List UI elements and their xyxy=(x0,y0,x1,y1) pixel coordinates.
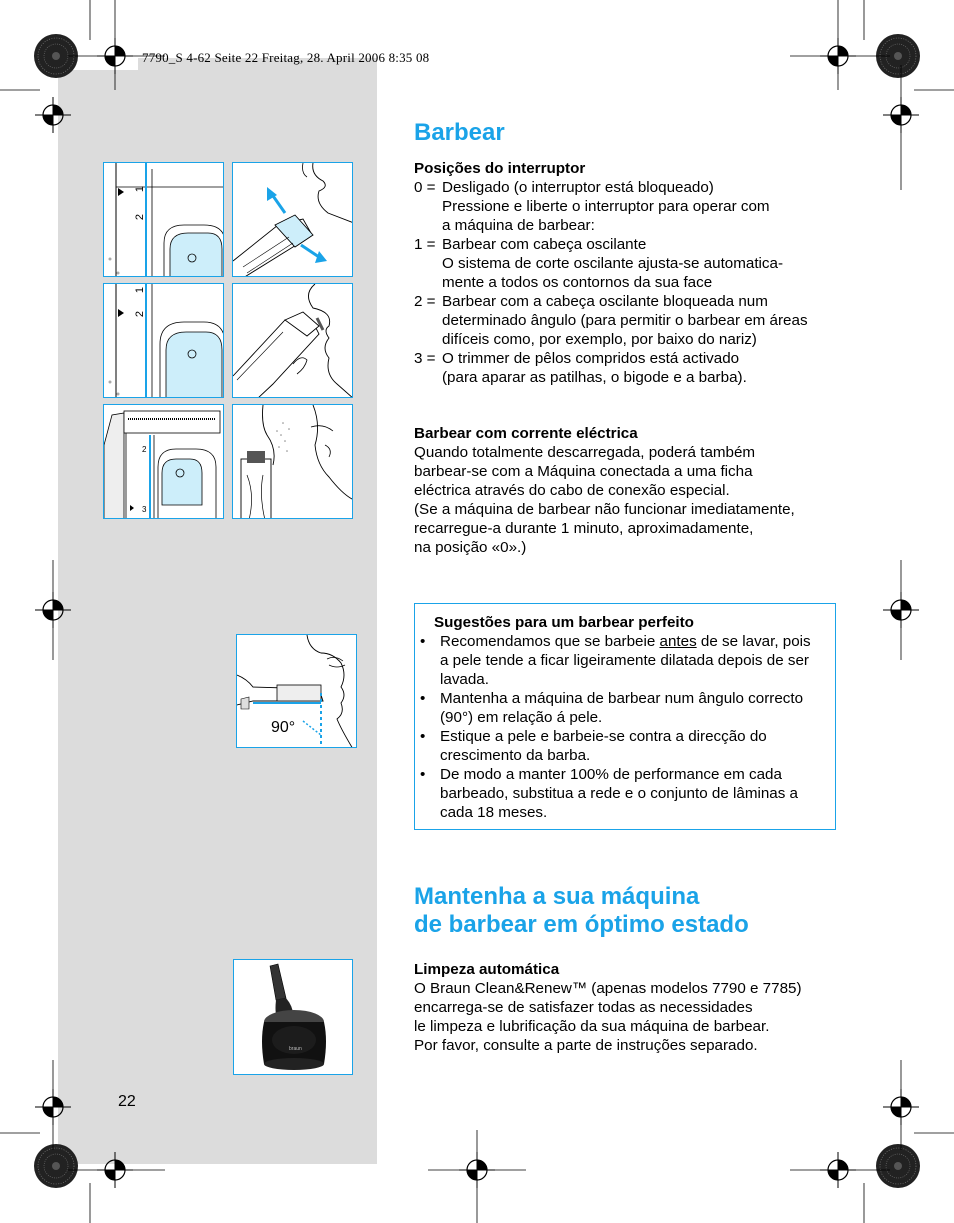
page-number: 22 xyxy=(118,1093,136,1110)
switch-item-0: 0 = Desligado (o interruptor está bloqueado) xyxy=(414,179,714,196)
figure-switch-position-2 xyxy=(103,283,224,398)
print-line: 7790_S 4-62 Seite 22 Freitag, 28. April 2006 8:35 08 xyxy=(142,50,430,65)
auto-cleaning-heading: Limpeza automática xyxy=(414,961,560,978)
switch-item-3: 3 = O trimmer de pêlos compridos está activado xyxy=(414,350,740,367)
switch-label-3: 3 xyxy=(142,505,147,514)
star-target-bl xyxy=(34,1144,78,1188)
switch-label-2b: 2 xyxy=(134,310,147,318)
brand-logo: braun xyxy=(289,1046,302,1052)
tip-item-4: • De modo a manter 100% de performance em cada barbeado, substitua a rede e o conjunto de lâminas a cada 18 meses. xyxy=(420,766,798,821)
switch-label-2c: 2 xyxy=(142,445,147,454)
tip-item-1: • Recomendamos que se barbeie antes de se lavar, pois a pele tende a ficar ligeiramente dilatada depois de ser lavada. xyxy=(420,633,811,688)
section-title-barbear: Barbear xyxy=(414,119,505,146)
electric-shaving-block: Barbear com corrente eléctrica Quando totalmente descarregada, poderá também barbear-se com a Máquina conectada a uma ficha eléctrica através do cabo de conexão especial. (Se a máquina de barbear não funcionar imediatamente, recarregue-a durante 1 minuto, aproximadamente, na posição «0».) xyxy=(414,425,795,556)
figure-90-degree-angle xyxy=(236,634,357,748)
figure-switch-position-1 xyxy=(103,162,224,277)
figure-clean-renew-station xyxy=(233,959,353,1075)
switch-heading: Posições do interruptor xyxy=(414,160,586,177)
switch-label-1b: 1 xyxy=(134,286,147,294)
switch-item-1: 1 = Barbear com cabeça oscilante xyxy=(414,236,647,253)
star-target-br xyxy=(876,1144,920,1188)
tip-item-3: • Estique a pele e barbeie-se contra a direcção do crescimento da barba. xyxy=(420,728,767,764)
switch-label-1: 1 xyxy=(134,185,147,193)
electric-heading: Barbear com corrente eléctrica xyxy=(414,425,638,442)
angle-label: 90° xyxy=(271,719,296,736)
section-title-maintenance: Mantenha a sua máquina de barbear em óptimo estado xyxy=(414,883,749,938)
figure-trimmer-sideburns xyxy=(232,404,353,519)
figure-locked-head-shaving xyxy=(232,283,353,398)
switch-item-2: 2 = Barbear com a cabeça oscilante bloqueada num xyxy=(414,293,768,310)
auto-cleaning-block: Limpeza automática O Braun Clean&Renew™ (apenas modelos 7790 e 7785) encarrega-se de satisfazer todas as necessidades le limpeza e lubrificação da sua máquina de barbear. Por favor, consulte a parte de instruções separado. xyxy=(414,961,802,1054)
tip-item-2: • Mantenha a máquina de barbear num ângulo correcto (90°) em relação á pele. xyxy=(420,690,804,726)
figure-switch-position-3 xyxy=(103,404,224,519)
figure-oscillating-head xyxy=(232,162,353,277)
switch-positions-block: Posições do interruptor 0 = Desligado (o interruptor está bloqueado) Pressione e liberte o interruptor para operar com a máquina de barbear: 1 = Barbear com cabeça oscilante O sistema de corte oscilante ajusta-se automatica- mente a todos os contornos da sua face 2 = Barbear com a cabeça oscilante bloqueada num determinado ângulo (para permitir o barbear em áreas difíceis como, por exemplo, por baixo do nariz) 3 = O trimmer de pêlos compridos está activado (para aparar as patilhas, o bigode e a barba). xyxy=(414,160,808,386)
tips-block xyxy=(420,613,811,822)
switch-label-2: 2 xyxy=(134,213,147,221)
tips-heading: Sugestões para um barbear perfeito xyxy=(434,614,694,631)
